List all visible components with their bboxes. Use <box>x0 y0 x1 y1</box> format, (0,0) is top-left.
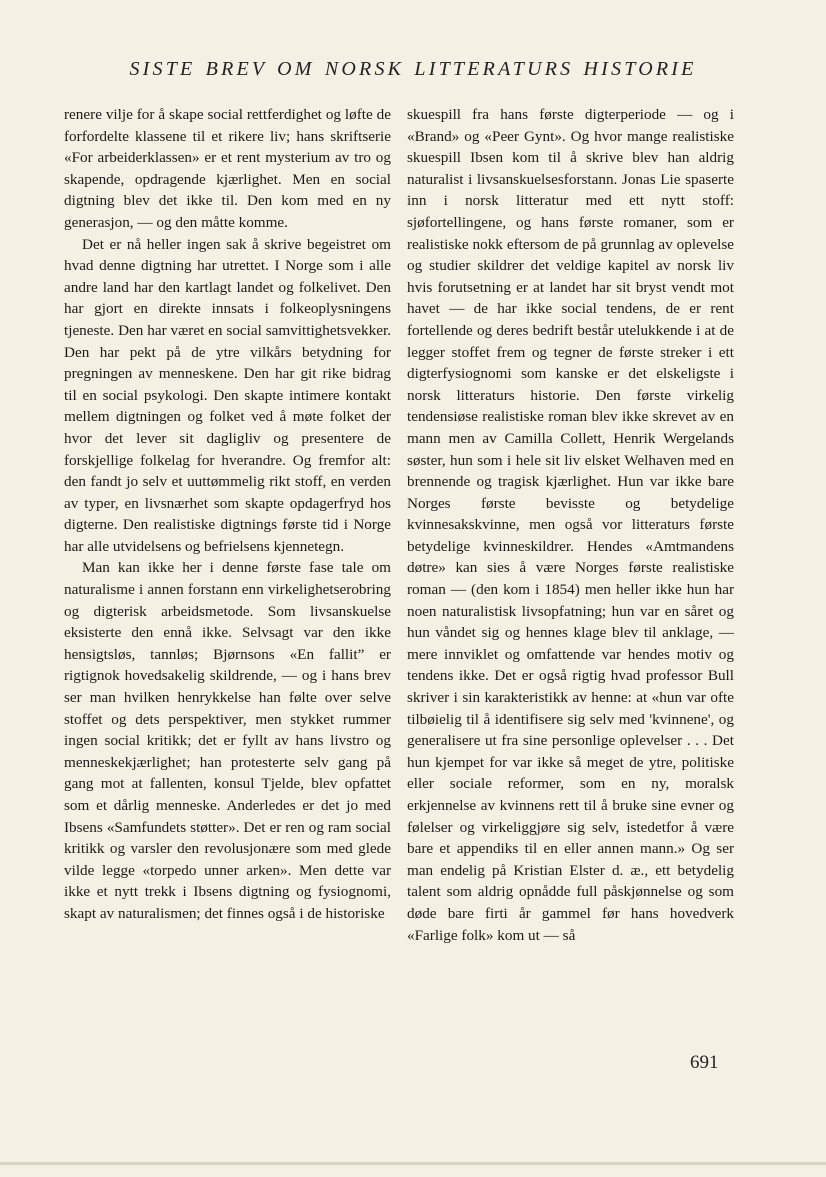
page-edge-divider <box>0 1162 826 1165</box>
paragraph: Det er nå heller ingen sak å skrive begeistret om hvad denne digtning har utrettet. I Norge som i alle andre land har den kartlagt landet og folkelivet. Den har gjort en direkte innsats i folkeoplysningens tjeneste. Den har været en social samvittighetsvekker. Den har pekt på de ytre vilkårs betydning for pregningen av menneskene. Den har git rike bidrag til en social psykologi. Den skapte intimere kontakt mellem digtningen og folket ved å møte folket der hvor det lever sit dagligliv og presentere de forskjellige folkelag for hverandre. Og fremfor alt: den fandt jo selv et uuttømmelig rikt stoff, en verden av typer, en livsnærhet som skapte opdagerfryd hos digterne. Den realistiske digtnings første tid i Norge har alle utvidelsens og befrielsens kjennetegn. <box>64 235 391 555</box>
running-title: SISTE BREV OM NORSK LITTERATURS HISTORIE <box>129 58 697 80</box>
paragraph: skuespill fra hans første digterperiode — og i «Brand» og «Peer Gynt». Og hvor mange realistiske skuespill Ibsen kom til å skrive blev han aldrig naturalist i livsanskuelsesforstann. Jonas Lie spaserte inn i norsk litteratur med ett nytt stoff: sjøfortellingene, og hans første romaner, som er realistiske nokk eftersom de på grunnlag av oplevelse og studier skildrer det veldige kapitel av norsk liv hvis forutsetning er at landet har sit bryst vendt mot havet — de har ikke social tendens, de er rent fortellende og deres bedrift består utelukkende i at de legger stoffet frem og tegner de første streker i ett digterfysiognomi som kanske er det elskeligste i norsk litteraturs historie. Den første virkelig tendensiøse realistiske roman blev ikke skrevet av en mann men av Camilla Collett, Henrik Wergelands søster, hun som i hele sit liv elsket Welhaven med en brennende og tragisk kjærlighet. Hun var ikke bare Norges første bevisste og betydelige kvinnesakskvinne, men også vor litteraturs første betydelige kvinneskildrer. Hendes «Amtmandens døtre» kan sies å være Norges første realistiske roman — (den kom i 1854) men heller ikke hun har noen naturalistisk livsopfatning; hun var en såret og hun våndet sig og hennes klage blev til anklage, — mere innviklet og omfattende var hendes motiv og tendens ikke. Det er også rigtig hvad professor Bull skriver i sin karakteristikk av henne: at «hun var ofte tilbøielig til å identifisere sig selv med 'kvinnene', og generalisere ut fra sine personlige oplevelser . . . Det hun kjempet for var ikke så meget de ytre, politiske eller sociale reformer, som en ny, moralsk erkjennelse av kvinnens rett til å bruke sine evner og følelser og virkeliggjøre sig selv, istedetfor å være bare et appendiks til en eller annen mann.» Og ser man endelig på Kristian Elster d. æ., ett betydelig talent som aldrig opnådde full påskjønnelse og som døde bare firti år gammel før hans hovedverk «Farlige folk» kom ut — så <box>407 106 734 944</box>
left-column <box>64 104 391 925</box>
paragraph: renere vilje for å skape social rettferdighet og løfte de forfordelte klassene til et rikere liv; hans skriftserie «For arbeiderklassen» er et rent mysterium av tro og skapende, opdragende kjærlighet. Men en social digtning blev det ikke til. Den kom med en ny generasjon, — og den måtte komme. <box>64 106 391 231</box>
paragraph: Man kan ikke her i denne første fase tale om naturalisme i annen forstann enn virkelighetserobring og digterisk arbeidsmetode. Som livsanskuelse eksisterte den ennå ikke. Selvsagt var den ikke hensigtsløs, tannløs; Bjørnsons «En fallit” er rigtignok hovedsakelig skildrende, — og i hans brev ser man hvilken henrykkelse han følte over selve stoffet og dets perspektiver, men stykket rummer ingen social kritikk; det er fyllt av hans livstro og menneskekjærlighet; han protesterte selv gang på gang mot at fallenten, konsul Tjelde, blev opfattet som et dårlig menneske. Anderledes er det jo med Ibsens «Samfundets støtter». Det er ren og ram social kritikk og varsler den revolusjonære som med glede vilde legge «torpedo unner arken». Men dette var ikke et nytt trekk i Ibsens digtning og fysiognomi, skapt av naturalismen; det finnes også i de historiske <box>64 559 391 922</box>
right-column <box>407 104 734 946</box>
page-number: 691 <box>690 1052 719 1073</box>
